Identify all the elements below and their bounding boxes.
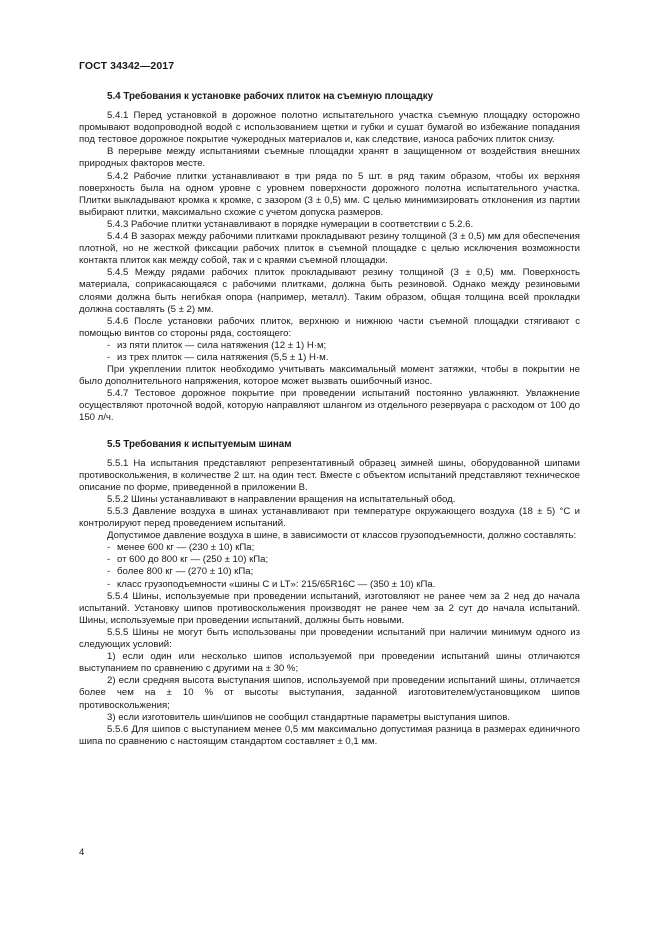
paragraph: 5.4.7 Тестовое дорожное покрытие при проведении испытаний постоянно увлажняют. Увлажнение осуществляют проточной водой, которую направляют шлангом из отдельного резервуара с расходом от 100 до 150 л/ч. bbox=[79, 388, 580, 424]
list-item-text: более 800 кг — (270 ± 10) кПа; bbox=[117, 566, 254, 578]
list-item-text: класс грузоподъемности «шины C и LT»: 215/65R16C — (350 ± 10) кПа. bbox=[117, 578, 436, 590]
list-dash: - bbox=[107, 554, 111, 566]
list-item bbox=[79, 542, 580, 554]
paragraph: 5.5.5 Шины не могут быть использованы при проведении испытаний при наличии минимум одного из следующих условий: bbox=[79, 626, 580, 651]
list-dash: - bbox=[107, 566, 111, 578]
paragraph: 2) если средняя высота выступания шипов, используемой при проведении испытаний шины, отличается более чем на ± 10 % от высоты выступания, заданной изготовителем/установщиком шипов противоскольжения; bbox=[79, 675, 580, 711]
paragraph: 5.5.3 Давление воздуха в шинах устанавливают при температуре окружающего воздуха (18 ± 5) °C и контролируют перед проведением испытаний. bbox=[79, 506, 580, 530]
list-dash: - bbox=[107, 542, 111, 554]
list-item bbox=[79, 352, 580, 364]
paragraph: 5.4.2 Рабочие плитки устанавливают в три ряда по 5 шт. в ряд таким образом, чтобы их верхняя поверхность была на одном уровне с уровнем поверхности дорожного полотна испытательного участка. Плитки выкладывают кромка к кромке, с зазором (3 ± 0,5) мм. С целью минимизировать отклонения из партии выбирают плитки, максимально схожие с учетом допуска размеров. bbox=[79, 170, 580, 218]
list-dash: - bbox=[107, 339, 111, 351]
paragraph: Допустимое давление воздуха в шине, в зависимости от классов грузоподъемности, должно составлять: bbox=[107, 530, 577, 542]
section-heading: 5.5 Требования к испытуемым шинам bbox=[107, 438, 292, 450]
paragraph: 5.5.2 Шины устанавливают в направлении вращения на испытательный обод. bbox=[107, 493, 456, 505]
list-item bbox=[79, 566, 580, 578]
document-body bbox=[79, 86, 580, 748]
paragraph: 5.5.6 Для шипов с выступанием менее 0,5 мм максимально допустимая разница в размерах единичного шипа по сравнению с настоящим стандартом составляет ± 0,1 мм. bbox=[79, 723, 580, 747]
paragraph: 5.4.4 В зазорах между рабочими плитками прокладывают резину толщиной (3 ± 0,5) мм для обеспечения плотной, но не жесткой фиксации рабочих плиток в съемной площадке с целью исключения возможности контакта плиток как между собой, так и с краями съемной площадки. bbox=[79, 231, 580, 267]
list-item bbox=[79, 554, 580, 566]
section-heading: 5.4 Требования к установке рабочих плиток на съемную площадку bbox=[107, 91, 434, 102]
paragraph: В перерыве между испытаниями съемные площадки хранят в защищенном от воздействия внешних природных факторов месте. bbox=[79, 146, 580, 170]
paragraph: 1) если один или несколько шипов используемой при проведении испытаний шины отличаются выступанием по сравнению с другими на ± 30 %; bbox=[79, 651, 580, 675]
paragraph: При укреплении плиток необходимо учитывать максимальный момент затяжки, чтобы в покрытии не было дополнительного напряжения, которое может вызвать ошибочный износ. bbox=[79, 364, 580, 388]
page-number: 4 bbox=[79, 847, 85, 858]
list-item-text: от 600 до 800 кг — (250 ± 10) кПа; bbox=[117, 554, 269, 566]
paragraph: 5.5.4 Шины, используемые при проведении испытаний, изготовляют не ранее чем за 2 нед до начала испытаний. Установку шипов противоскольжения производят не ранее чем за 2 сут до начала испытаний. Шины, используемые при проведении испытаний, должны быть новыми. bbox=[79, 590, 580, 626]
paragraph: 5.4.3 Рабочие плитки устанавливают в порядке нумерации в соответствии с 5.2.6. bbox=[107, 218, 474, 230]
list-item bbox=[79, 579, 580, 591]
list-item bbox=[79, 340, 580, 352]
paragraph: 5.4.1 Перед установкой в дорожное полотно испытательного участка съемную площадку осторожно промывают водопроводной водой с использованием щетки и губки и сушат бумагой во избежание попадания под тестовое дорожное покрытие чужеродных материалов и, как следствие, износа рабочих плиток снизу. bbox=[79, 110, 580, 146]
document-header: ГОСТ 34342—2017 bbox=[79, 60, 175, 72]
list-dash: - bbox=[107, 578, 111, 590]
paragraph: 5.5.1 На испытания представляют репрезентативный образец зимней шины, оборудованной шипами противоскольжения, в количестве 2 шт. на один тест. Вместе с объектом испытаний представляют техническое описание по форме, приведенной в приложении В. bbox=[79, 457, 580, 493]
list-item-text: менее 600 кг — (230 ± 10) кПа; bbox=[117, 542, 255, 554]
list-item-text: из пяти плиток — сила натяжения (12 ± 1) Н·м; bbox=[117, 339, 327, 351]
list-dash: - bbox=[107, 351, 111, 363]
paragraph: 5.4.5 Между рядами рабочих плиток прокладывают резину толщиной (3 ± 0,5) мм. Поверхность материала, соприкасающаяся с рабочими плитками, должна быть резиновой. Однако между резиновыми слоями должна быть негибкая опора (например, металл). Таким образом, общая толщина всей прокладки должна составлять (5 ± 2) мм. bbox=[79, 267, 580, 315]
list-item-text: из трех плиток — сила натяжения (5,5 ± 1) Н·м. bbox=[117, 351, 329, 363]
paragraph: 3) если изготовитель шин/шипов не сообщил стандартные параметры выступания шипов. bbox=[107, 711, 510, 723]
paragraph: 5.4.6 После установки рабочих плиток, верхнюю и нижнюю части съемной площадки стягивают с помощью винтов со стороны ряда, состоящего: bbox=[79, 315, 580, 339]
